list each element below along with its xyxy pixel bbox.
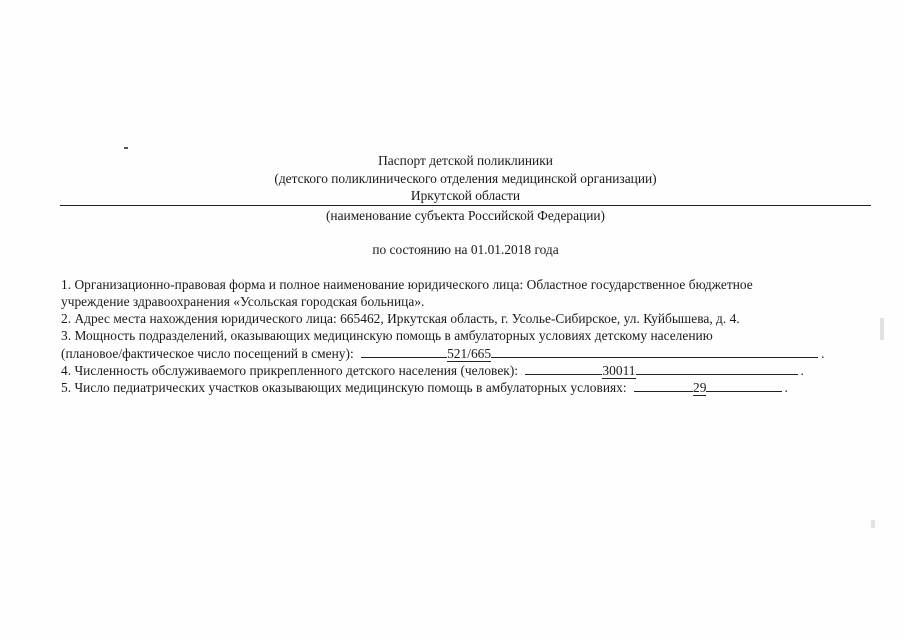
item-4-line [61, 362, 804, 379]
item-3-label: (плановое/фактическое число посещений в смену): [61, 346, 354, 361]
item-4-blank-after [636, 362, 798, 375]
item-2-address: 2. Адрес места нахождения юридического лица: 665462, Иркутская область, г. Усолье-Сибирское, ул. Куйбышева, д. 4. [61, 311, 740, 326]
item-1-line-2: учреждение здравоохранения «Усольская городская больница». [61, 294, 425, 309]
item-5-line [61, 379, 788, 396]
item-4-value: 30011 [602, 363, 636, 378]
item-3-blank-before [361, 345, 447, 358]
item-3-line-2 [61, 345, 825, 362]
item-5-terminator: . [784, 380, 788, 395]
item-3-line-1: 3. Мощность подразделений, оказывающих медицинскую помощь в амбулаторных условиях детскому населению [61, 328, 713, 343]
item-5-blank-before [634, 379, 693, 392]
scan-speck [124, 147, 128, 149]
item-4-terminator: . [800, 363, 804, 378]
region-name: Иркутской области [410, 188, 521, 203]
region-caption: (наименование субъекта Российской Федерации) [325, 208, 606, 223]
item-3-value: 521/665 [447, 346, 492, 361]
item-3-blank-after [491, 345, 818, 358]
region-underline [60, 205, 871, 206]
item-4-label: 4. Численность обслуживаемого прикрепленного детского населения (человек): [61, 363, 519, 378]
scan-artifact [871, 520, 875, 528]
item-1-line-1: 1. Организационно-правовая форма и полное наименование юридического лица: Областное государственное бюджетное [61, 277, 753, 292]
as-of-date: по состоянию на 01.01.2018 года [372, 242, 559, 257]
item-5-blank-after [706, 379, 782, 392]
item-5-label: 5. Число педиатрических участков оказывающих медицинскую помощь в амбулаторных условиях: [61, 380, 627, 395]
item-4-blank-before [525, 362, 602, 375]
item-5-value: 29 [693, 380, 707, 395]
document-title: Паспорт детской поликлиники [378, 153, 553, 168]
scan-artifact [880, 318, 884, 340]
document-subtitle: (детского поликлинического отделения медицинской организации) [274, 171, 657, 186]
item-3-terminator: . [821, 346, 825, 361]
